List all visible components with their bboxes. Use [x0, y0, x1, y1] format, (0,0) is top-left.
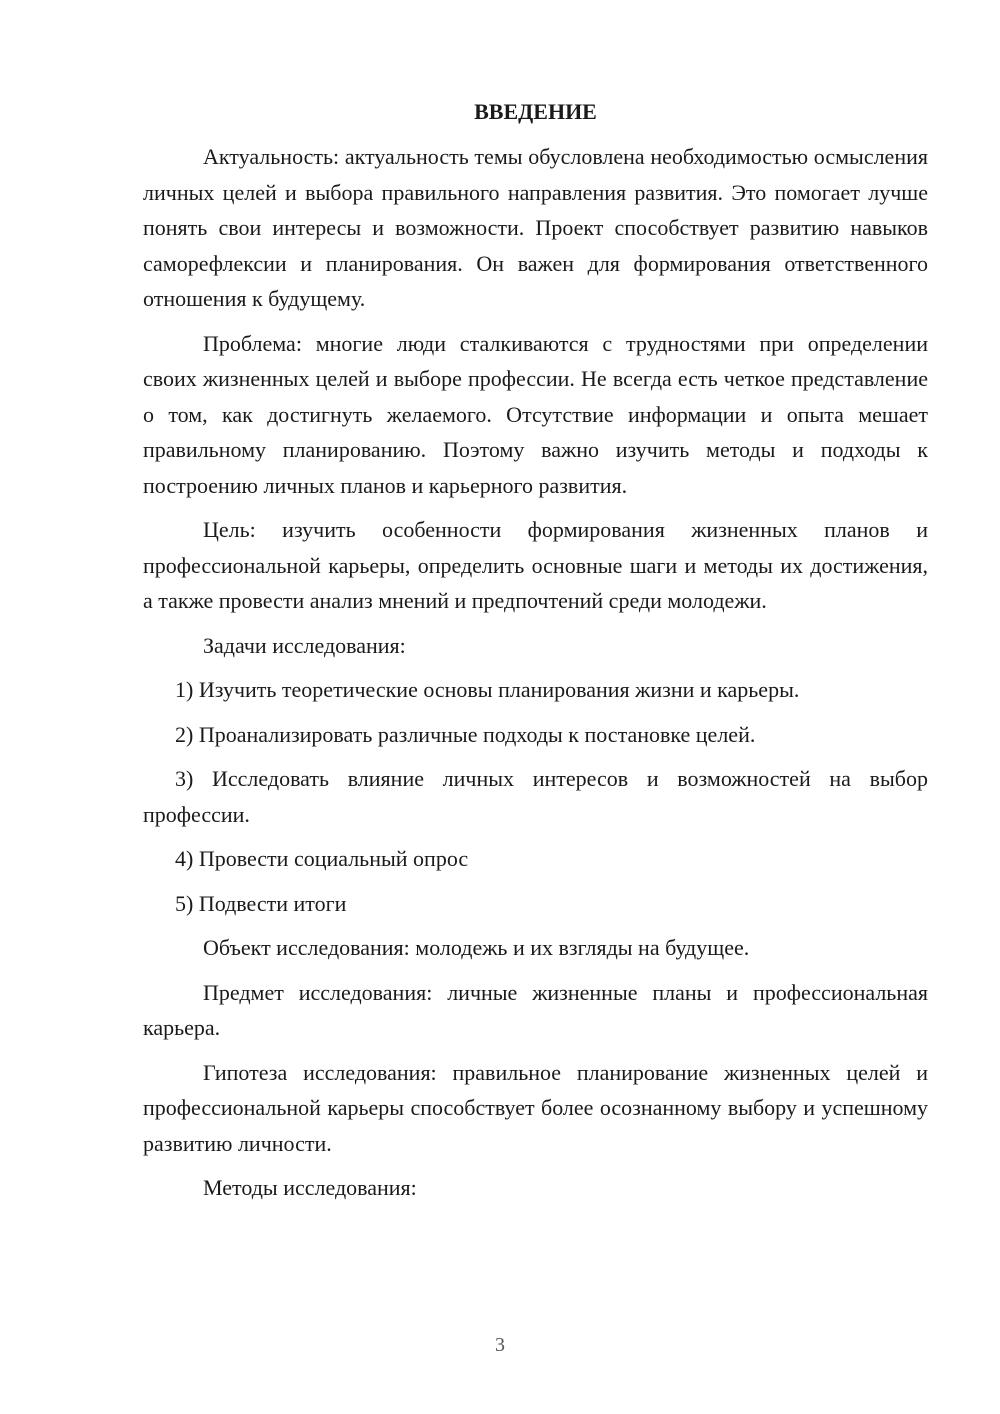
list-item: 3) Исследовать влияние личных интересов и возможностей на выбор профессии.	[143, 766, 928, 827]
list-item: 4) Провести социальный опрос	[175, 846, 469, 871]
paragraph-object: Объект исследования: молодежь и их взгляды на будущее.	[203, 935, 750, 960]
document-page	[143, 94, 928, 1215]
paragraph-problem: Проблема: многие люди сталкиваются с трудностями при определении своих жизненных целей и выборе профессии. Не всегда есть четкое представление о том, как достигнуть желаемого. Отсутствие информации и опыта мешает правильному планированию. Поэтому важно изучить методы и подходы к построению личных планов и карьерного развития.	[143, 330, 928, 498]
paragraph-hypothesis: Гипотеза исследования: правильное планирование жизненных целей и профессиональной карьеры способствует более осознанному выбору и успешному развитию личности.	[143, 1059, 928, 1156]
paragraph-goal: Цель: изучить особенности формирования жизненных планов и профессиональной карьеры, определить основные шаги и методы их достижения, а также провести анализ мнений и предпочтений среди молодежи.	[143, 517, 928, 613]
list-item: 1) Изучить теоретические основы планирования жизни и карьеры.	[175, 677, 800, 702]
list-item: 2) Проанализировать различные подходы к постановке целей.	[175, 721, 756, 747]
paragraph-relevance: Актуальность: актуальность темы обусловлена необходимостью осмысления личных целей и выбора правильного направления развития. Это помогает лучше понять свои интересы и возможности. Проект способствует развитию навыков саморефлексии и планирования. Он важен для формирования ответственного отношения к будущему.	[143, 144, 928, 311]
list-item: 5) Подвести итоги	[175, 890, 347, 916]
tasks-heading: Задачи исследования:	[203, 632, 406, 658]
paragraph-subject: Предмет исследования: личные жизненные планы и профессиональная карьера.	[143, 979, 928, 1040]
tasks-list	[143, 672, 928, 921]
page-title: ВВЕДЕНИЕ	[474, 99, 597, 124]
methods-heading: Методы исследования:	[203, 1175, 417, 1200]
page-number: 3	[495, 1334, 505, 1356]
